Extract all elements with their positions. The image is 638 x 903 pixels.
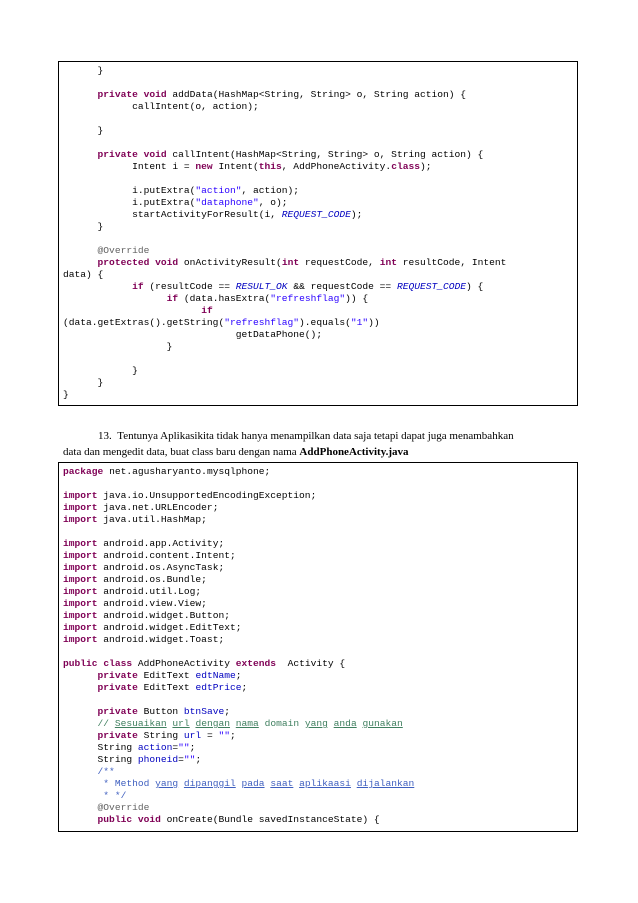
code-token: btnSave — [183, 706, 225, 717]
code-token: i.putExtra( — [63, 197, 196, 208]
code-token: void — [137, 814, 161, 825]
code-line — [63, 778, 573, 790]
code-block-callintent — [58, 61, 578, 406]
code-token: EditText — [137, 670, 196, 681]
code-line — [63, 161, 573, 173]
code-line — [63, 113, 573, 125]
code-block-addphoneactivity — [58, 462, 578, 832]
code-token: gunakan — [362, 718, 403, 729]
code-token: public — [63, 658, 98, 669]
code-line — [63, 353, 573, 365]
code-line — [63, 562, 573, 574]
code-line — [63, 646, 573, 658]
code-token — [63, 766, 98, 777]
code-token: // — [97, 718, 115, 729]
code-token: import — [63, 550, 98, 561]
code-token: callIntent(HashMap<String, String> o, String action) { — [166, 149, 484, 160]
code-token — [63, 682, 98, 693]
code-token: java.io.UnsupportedEncodingException; — [97, 490, 317, 501]
code-token: import — [63, 586, 98, 597]
code-token: = — [178, 754, 184, 765]
code-token: android.widget.EditText; — [97, 622, 242, 633]
code-token: } — [63, 365, 138, 376]
code-token: Intent i = — [63, 161, 196, 172]
code-token: action — [137, 742, 173, 753]
code-line — [63, 137, 573, 149]
code-token: import — [63, 598, 98, 609]
code-token: } — [63, 389, 69, 400]
code-token: private — [97, 670, 138, 681]
code-line — [63, 341, 573, 353]
code-token: import — [63, 502, 98, 513]
code-token: class — [103, 658, 133, 669]
code-token: import — [63, 634, 98, 645]
code-token: /** — [97, 766, 115, 777]
code-token: ); — [419, 161, 432, 172]
code-token: String — [63, 742, 138, 753]
code-token: net.agusharyanto.mysqlphone; — [103, 466, 271, 477]
code-line — [63, 598, 573, 610]
code-token: if — [132, 281, 144, 292]
code-token: resultCode, Intent — [396, 257, 507, 268]
code-token: private — [97, 730, 138, 741]
code-token: android.content.Intent; — [97, 550, 236, 561]
filename: AddPhoneActivity.java — [299, 446, 409, 458]
code-token: package — [63, 466, 104, 477]
code-token: void — [155, 257, 179, 268]
code-token: nama — [235, 718, 259, 729]
code-token: int — [281, 257, 300, 268]
code-token: } — [63, 221, 104, 232]
code-token: @Override — [97, 245, 150, 256]
code-token: android.view.View; — [97, 598, 207, 609]
code-line — [63, 125, 573, 137]
code-line — [63, 502, 573, 514]
code-token: protected — [97, 257, 150, 268]
code-line — [63, 766, 573, 778]
code-token: "" — [218, 730, 230, 741]
code-token: = — [172, 742, 179, 753]
code-line — [63, 466, 573, 478]
code-token: startActivityForResult(i, — [63, 209, 282, 220]
code-token: "dataphone" — [195, 197, 259, 208]
step-text-line-1: Tentunya Aplikasikita tidak hanya menampilkan data saja tetapi dapat juga menambahkan — [117, 430, 514, 442]
code-token: private — [97, 89, 138, 100]
code-token: void — [143, 89, 167, 100]
code-line — [63, 365, 573, 377]
code-token — [63, 245, 98, 256]
code-line — [63, 65, 573, 77]
code-token: } — [63, 377, 104, 388]
code-token — [63, 670, 98, 681]
code-line — [63, 317, 573, 329]
code-token: yang — [304, 718, 328, 729]
code-token: private — [97, 706, 138, 717]
code-token: dijalankan — [356, 778, 415, 789]
code-token: dengan — [195, 718, 231, 729]
code-token: Sesuaikan — [114, 718, 167, 729]
code-token: private — [97, 682, 138, 693]
code-token: pada — [241, 778, 265, 789]
code-line — [63, 257, 573, 269]
code-token — [63, 814, 98, 825]
code-token: android.os.AsyncTask; — [97, 562, 225, 573]
code-token: domain — [258, 718, 305, 729]
code-line — [63, 329, 573, 341]
code-token: )) — [368, 317, 380, 328]
code-token: ; — [235, 670, 242, 681]
code-token: requestCode, — [299, 257, 380, 268]
code-token: phoneid — [137, 754, 179, 765]
code-line — [63, 377, 573, 389]
code-line — [63, 718, 573, 730]
code-token: this — [258, 161, 282, 172]
code-token: Button — [137, 706, 184, 717]
code-token: android.widget.Toast; — [97, 634, 225, 645]
code-token: , o); — [258, 197, 288, 208]
code-token: "" — [183, 754, 196, 765]
code-token: class — [391, 161, 420, 172]
code-token: addData(HashMap<String, String> o, String action) { — [166, 89, 467, 100]
code-token: AddPhoneActivity — [132, 658, 236, 669]
code-token: edtPrice — [195, 682, 242, 693]
code-token: && requestCode == — [287, 281, 397, 292]
code-token: ).equals( — [299, 317, 351, 328]
code-token — [63, 730, 98, 741]
code-line — [63, 149, 573, 161]
code-token — [63, 149, 98, 160]
code-line — [63, 658, 573, 670]
code-token: "action" — [195, 185, 242, 196]
code-line — [63, 281, 573, 293]
code-token: int — [379, 257, 397, 268]
code-token: (resultCode == — [143, 281, 236, 292]
code-token: ; — [230, 730, 236, 741]
code-token: RESULT_OK — [235, 281, 288, 292]
code-token: data) { — [63, 269, 104, 280]
code-token: ; — [195, 754, 202, 765]
step-number: 13. — [98, 430, 112, 442]
code-token: aplikaasi — [299, 778, 351, 789]
code-token: REQUEST_CODE — [281, 209, 351, 220]
code-token — [63, 257, 98, 268]
code-token: i.putExtra( — [63, 185, 196, 196]
code-token: "refreshflag" — [224, 317, 300, 328]
code-line — [63, 538, 573, 550]
code-token: } — [63, 125, 104, 136]
code-token: import — [63, 538, 98, 549]
code-token: } — [63, 65, 104, 76]
code-token: } — [63, 341, 173, 352]
code-token: import — [63, 622, 98, 633]
code-token: "" — [178, 742, 190, 753]
code-line — [63, 694, 573, 706]
code-token: (data.hasExtra( — [178, 293, 271, 304]
code-line — [63, 754, 573, 766]
code-line — [63, 634, 573, 646]
step-text-line-2: data dan mengedit data, buat class baru dengan nama — [63, 446, 297, 458]
code-line — [63, 185, 573, 197]
code-token: if — [166, 293, 179, 304]
code-token: String — [137, 730, 184, 741]
code-line — [63, 574, 573, 586]
code-line — [63, 293, 573, 305]
code-token: import — [63, 490, 98, 501]
code-token: "1" — [350, 317, 369, 328]
code-token: String — [63, 754, 138, 765]
code-line — [63, 670, 573, 682]
step-13-line-2 — [63, 445, 583, 459]
code-token: onCreate(Bundle savedInstanceState) { — [160, 814, 380, 825]
code-token: ; — [224, 706, 230, 717]
code-token: ; — [241, 682, 248, 693]
code-token: android.app.Activity; — [97, 538, 225, 549]
code-token: url — [183, 730, 202, 741]
code-token: , AddPhoneActivity. — [281, 161, 392, 172]
code-line — [63, 197, 573, 209]
code-token: Intent( — [212, 161, 259, 172]
code-token: private — [97, 149, 138, 160]
code-token: EditText — [137, 682, 196, 693]
code-token — [63, 89, 98, 100]
code-line — [63, 550, 573, 562]
code-line — [63, 233, 573, 245]
code-token: void — [143, 149, 167, 160]
code-token: ) { — [466, 281, 484, 292]
code-token: new — [195, 161, 213, 172]
code-token: public — [97, 814, 133, 825]
code-token: java.net.URLEncoder; — [97, 502, 219, 513]
code-line — [63, 802, 573, 814]
code-line — [63, 790, 573, 802]
code-token — [63, 281, 132, 292]
code-line — [63, 101, 573, 113]
code-token: saat — [270, 778, 294, 789]
code-token — [63, 293, 167, 304]
code-token: getDataPhone(); — [63, 329, 323, 340]
code-line — [63, 389, 573, 401]
code-token: , action); — [241, 185, 300, 196]
code-line — [63, 305, 573, 317]
code-token: android.os.Bundle; — [97, 574, 207, 585]
code-token: import — [63, 514, 98, 525]
code-token: REQUEST_CODE — [396, 281, 467, 292]
code-line — [63, 586, 573, 598]
code-token: "refreshflag" — [270, 293, 346, 304]
code-token: extends — [235, 658, 277, 669]
code-line — [63, 269, 573, 281]
code-line — [63, 682, 573, 694]
code-line — [63, 77, 573, 89]
code-token: android.util.Log; — [97, 586, 202, 597]
code-line — [63, 706, 573, 718]
code-line — [63, 730, 573, 742]
code-line — [63, 742, 573, 754]
code-token: anda — [333, 718, 357, 729]
code-line — [63, 622, 573, 634]
code-line — [63, 209, 573, 221]
step-13-line-1 — [98, 429, 578, 443]
code-token: dipanggil — [183, 778, 236, 789]
code-token: if — [201, 305, 213, 316]
code-token — [63, 802, 98, 813]
code-token: @Override — [97, 802, 150, 813]
code-line — [63, 514, 573, 526]
code-token: java.util.HashMap; — [97, 514, 207, 525]
code-token: android.widget.Button; — [97, 610, 230, 621]
code-token: * Method — [63, 778, 156, 789]
code-line — [63, 478, 573, 490]
code-token: edtName — [195, 670, 236, 681]
code-token: import — [63, 610, 98, 621]
code-line — [63, 610, 573, 622]
code-token: import — [63, 574, 98, 585]
code-token: callIntent(o, action); — [63, 101, 259, 112]
code-token — [63, 718, 98, 729]
code-token: import — [63, 562, 98, 573]
code-token: ); — [350, 209, 363, 220]
code-token: url — [172, 718, 190, 729]
code-token: * */ — [63, 790, 127, 801]
code-token: (data.getExtras().getString( — [63, 317, 225, 328]
code-token: onActivityResult( — [178, 257, 282, 268]
code-line — [63, 221, 573, 233]
code-line — [63, 89, 573, 101]
code-line — [63, 245, 573, 257]
code-line — [63, 490, 573, 502]
code-token — [63, 706, 98, 717]
code-line — [63, 526, 573, 538]
code-token: yang — [155, 778, 179, 789]
code-token: ; — [189, 742, 196, 753]
code-line — [63, 173, 573, 185]
code-token — [63, 305, 201, 316]
code-line — [63, 814, 573, 826]
code-token: Activity { — [276, 658, 346, 669]
code-token: )) { — [345, 293, 369, 304]
code-token: = — [201, 730, 219, 741]
